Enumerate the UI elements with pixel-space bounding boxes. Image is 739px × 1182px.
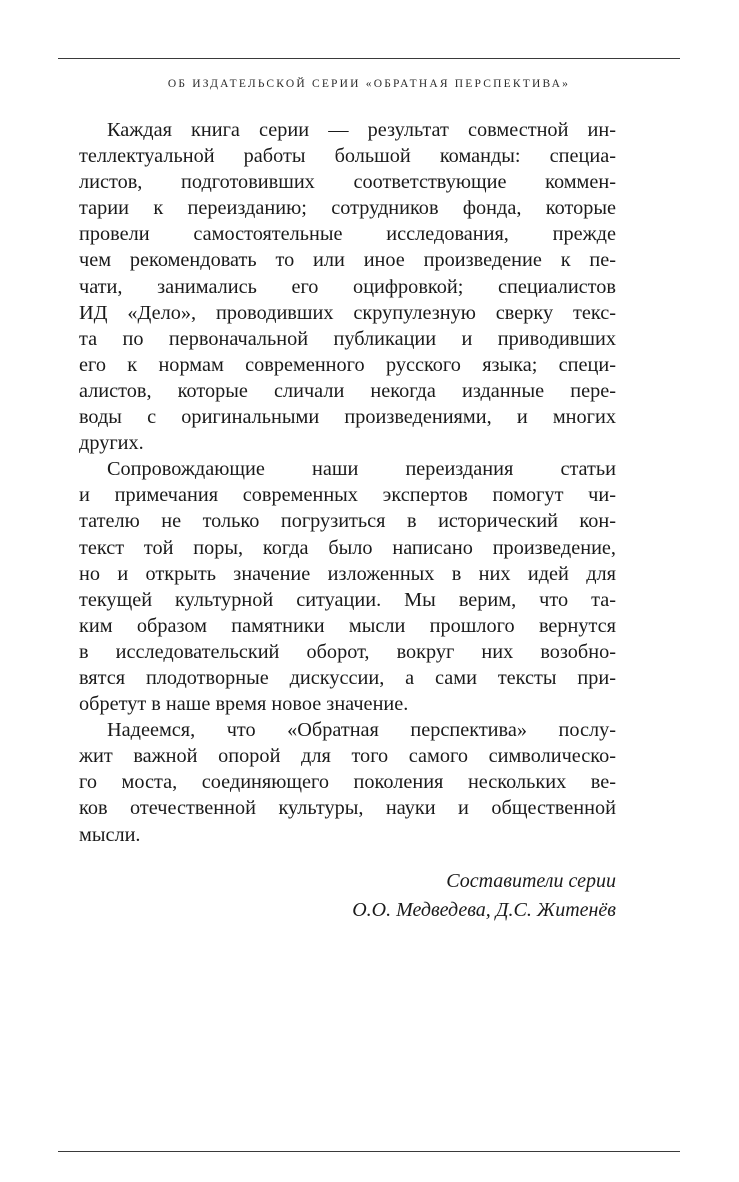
text-line: го моста, соединяющего поколения нескольких ве-	[79, 771, 616, 794]
text-line: и примечания современных экспертов помогут чи-	[79, 484, 616, 507]
paragraph-1	[79, 117, 616, 456]
paragraph-3	[79, 717, 616, 847]
text-line: его к нормам современного русского языка; специ-	[79, 353, 616, 376]
text-line: теллектуальной работы большой команды: специа-	[79, 145, 616, 168]
text-line: ким образом памятники мысли прошлого вернутся	[79, 614, 616, 637]
text-line: других.	[79, 432, 144, 455]
text-line: в исследовательский оборот, вокруг них возобно-	[79, 640, 616, 663]
text-line: тателю не только погрузиться в исторический кон-	[79, 510, 616, 533]
signature	[300, 867, 616, 925]
text-line: листов, подготовивших соответствующие коммен-	[79, 171, 616, 194]
signature-names: О.О. Медведева, Д.С. Житенёв	[352, 899, 616, 921]
text-line: обретут в наше время новое значение.	[79, 693, 409, 716]
text-line: Каждая книга серии — результат совместной ин-	[107, 119, 616, 141]
text-line: чати, занимались его оцифровкой; специалистов	[79, 275, 616, 298]
text-line: текущей культурной ситуации. Мы верим, что та-	[79, 588, 616, 611]
text-line: ИД «Дело», проводивших скрупулезную сверку текс-	[79, 301, 616, 324]
running-head: ОБ ИЗДАТЕЛЬСКОЙ СЕРИИ «ОБРАТНАЯ ПЕРСПЕКТИВА»	[167, 78, 571, 90]
text-line: текст той поры, когда было написано произведение,	[79, 536, 616, 559]
text-line: жит важной опорой для того самого символическо-	[79, 745, 616, 768]
text-line: Сопровождающие наши переиздания статьи	[107, 458, 616, 481]
text-line: тарии к переизданию; сотрудников фонда, которые	[79, 197, 616, 220]
paragraph-2	[79, 456, 616, 717]
bottom-rule	[58, 1151, 680, 1152]
text-line: Надеемся, что «Обратная перспектива» послу-	[107, 719, 616, 742]
text-line: алистов, которые сличали некогда изданные пере-	[79, 379, 616, 402]
text-line: вятся плодотворные дискуссии, а сами тексты при-	[79, 666, 616, 689]
text-line: чем рекомендовать то или иное произведение к пе-	[79, 249, 616, 272]
text-line: воды с оригинальными произведениями, и многих	[79, 406, 616, 429]
body-text	[79, 117, 616, 848]
text-line: но и открыть значение изложенных в них идей для	[79, 562, 616, 585]
text-line: та по первоначальной публикации и приводивших	[79, 327, 616, 350]
text-line: мысли.	[79, 823, 141, 846]
top-rule	[58, 58, 680, 59]
signature-title: Составители серии	[446, 870, 616, 892]
text-line: ков отечественной культуры, науки и общественной	[79, 797, 616, 820]
text-line: провели самостоятельные исследования, прежде	[79, 223, 616, 246]
